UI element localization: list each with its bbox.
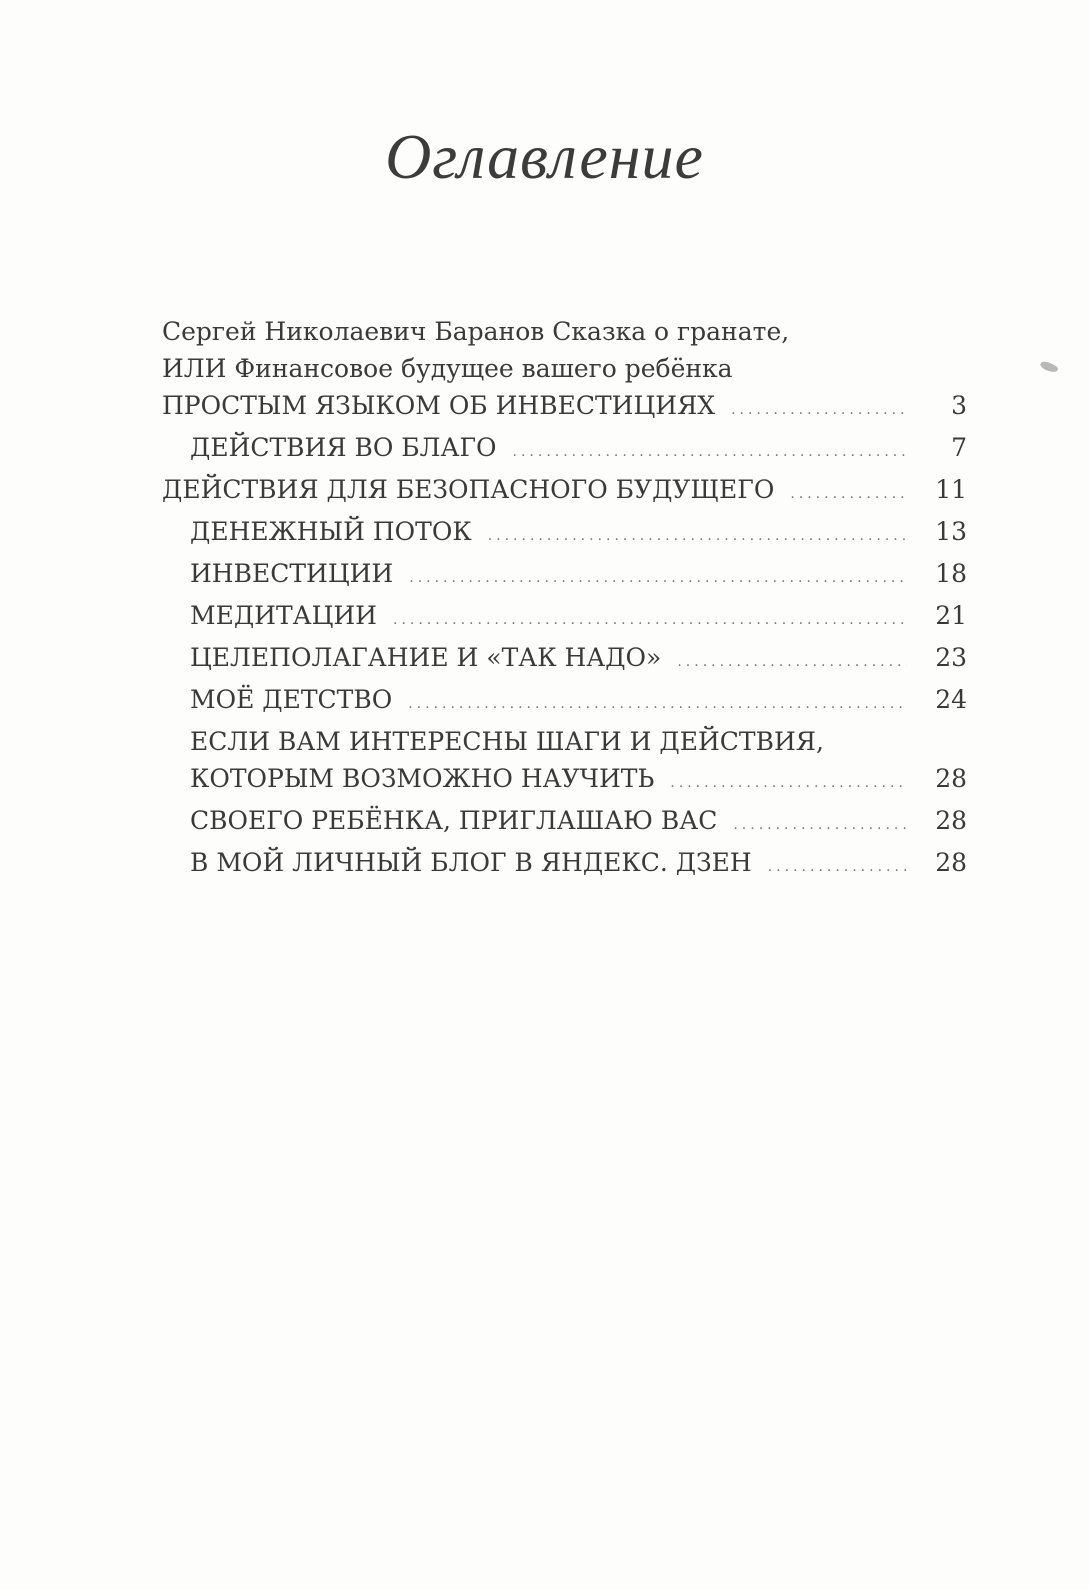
toc-entry[interactable] bbox=[162, 802, 967, 844]
book-author-title-line-2: ИЛИ Финансовое будущее вашего ребёнка bbox=[162, 354, 733, 383]
toc-entry-page: 23 bbox=[935, 643, 967, 672]
toc-entry-page: 21 bbox=[935, 601, 967, 630]
toc-entry[interactable] bbox=[162, 429, 967, 471]
dot-leader bbox=[488, 518, 907, 555]
dot-leader bbox=[670, 765, 907, 802]
toc-entry-label: ИНВЕСТИЦИИ bbox=[190, 559, 394, 588]
toc-entry-page: 3 bbox=[951, 391, 967, 420]
dot-leader bbox=[677, 644, 907, 681]
dot-leader bbox=[408, 686, 907, 723]
toc-entry-label: ЦЕЛЕПОЛАГАНИЕ И «ТАК НАДО» bbox=[190, 643, 662, 672]
page-title: Оглавление bbox=[385, 121, 704, 192]
toc-entry-page: 13 bbox=[935, 517, 967, 546]
dot-leader bbox=[790, 476, 907, 513]
toc-entry-page: 11 bbox=[935, 475, 967, 504]
ink-smudge-mark bbox=[1039, 360, 1059, 375]
toc-entry-label: ДЕЙСТВИЯ ДЛЯ БЕЗОПАСНОГО БУДУЩЕГО bbox=[162, 475, 775, 504]
toc-entry-label: СВОЕГО РЕБЁНКА, ПРИГЛАШАЮ ВАС bbox=[190, 806, 718, 835]
toc-entry-page: 28 bbox=[935, 848, 967, 877]
toc-entry[interactable] bbox=[162, 597, 967, 639]
dot-leader bbox=[513, 434, 907, 471]
toc-entry-label: В МОЙ ЛИЧНЫЙ БЛОГ В ЯНДЕКС. ДЗЕН bbox=[190, 848, 752, 877]
toc-entry[interactable] bbox=[162, 471, 967, 513]
toc-entry-label: ДЕНЕЖНЫЙ ПОТОК bbox=[190, 517, 472, 546]
dot-leader bbox=[393, 602, 907, 639]
dot-leader bbox=[409, 560, 907, 597]
toc-entry[interactable] bbox=[162, 681, 967, 723]
toc-entry-page: 28 bbox=[935, 764, 967, 793]
toc-entry-page: 24 bbox=[935, 685, 967, 714]
toc-entry-label: ПРОСТЫМ ЯЗЫКОМ ОБ ИНВЕСТИЦИЯХ bbox=[162, 391, 716, 420]
book-author-title-line-1: Сергей Николаевич Баранов Сказка о гранате, bbox=[162, 317, 790, 346]
toc-entry[interactable] bbox=[162, 844, 967, 886]
toc-entry[interactable] bbox=[162, 723, 967, 760]
toc-entry-label: ЕСЛИ ВАМ ИНТЕРЕСНЫ ШАГИ И ДЕЙСТВИЯ, bbox=[190, 727, 824, 756]
toc-entry-label: КОТОРЫМ ВОЗМОЖНО НАУЧИТЬ bbox=[190, 764, 655, 793]
toc-entry-label: ДЕЙСТВИЯ ВО БЛАГО bbox=[190, 433, 497, 462]
toc-entry-page: 18 bbox=[935, 559, 967, 588]
toc-entry-label: МОЁ ДЕТСТВО bbox=[190, 685, 393, 714]
toc-entry-page: 28 bbox=[935, 806, 967, 835]
dot-leader bbox=[733, 807, 907, 844]
dot-leader bbox=[731, 392, 907, 429]
toc-entry[interactable] bbox=[162, 555, 967, 597]
dot-leader bbox=[768, 849, 907, 886]
toc-entry-page: 7 bbox=[951, 433, 967, 462]
table-of-contents bbox=[162, 313, 967, 886]
toc-entry[interactable] bbox=[162, 760, 967, 802]
toc-entry[interactable] bbox=[162, 387, 967, 429]
toc-entry[interactable] bbox=[162, 513, 967, 555]
toc-entry-label: МЕДИТАЦИИ bbox=[190, 601, 377, 630]
toc-entry[interactable] bbox=[162, 639, 967, 681]
